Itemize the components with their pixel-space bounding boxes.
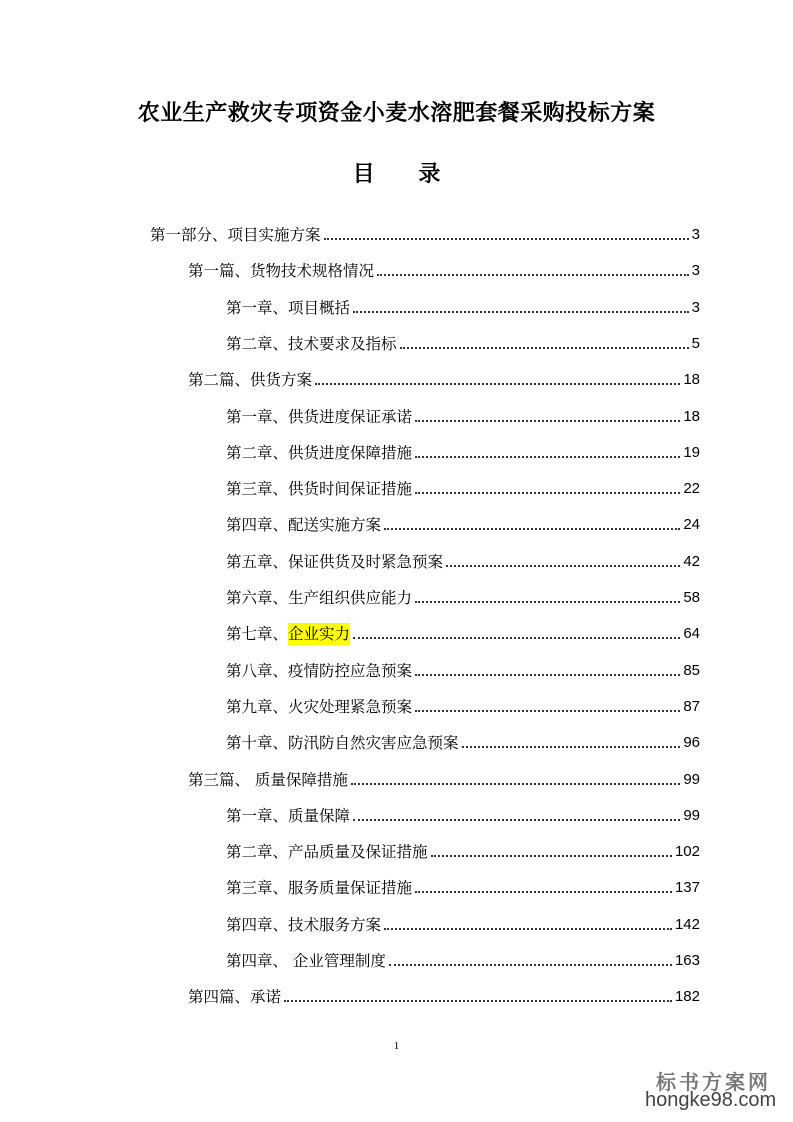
watermark-logo-text: 标书方案网 bbox=[656, 1070, 771, 1094]
toc-entry[interactable] bbox=[226, 470, 700, 500]
document-title: 农业生产救灾专项资金小麦水溶肥套餐采购投标方案 bbox=[137, 101, 656, 126]
toc-entry[interactable] bbox=[226, 434, 700, 464]
toc-dot-leader bbox=[431, 854, 672, 857]
toc-entry-page-number: 18 bbox=[683, 371, 700, 389]
toc-entry-text: 第四章、配送实施方案 bbox=[226, 516, 382, 535]
toc-entry[interactable] bbox=[226, 398, 700, 428]
toc-entry[interactable] bbox=[226, 833, 700, 863]
toc-entry[interactable] bbox=[188, 252, 700, 282]
toc-entry-text: 第十章、防汛防自然灾害应急预案 bbox=[226, 734, 459, 753]
toc-entry-page-number: 42 bbox=[683, 552, 700, 570]
toc-dot-leader bbox=[415, 600, 680, 603]
toc-heading: 目 录 bbox=[352, 162, 459, 187]
toc-dot-leader bbox=[353, 310, 689, 313]
toc-dot-leader bbox=[389, 963, 672, 966]
toc-entry-text: 第三篇、 质量保障措施 bbox=[188, 770, 348, 789]
toc-entry[interactable] bbox=[226, 579, 700, 609]
toc-entry[interactable] bbox=[226, 543, 700, 573]
toc-entry-page-number: 85 bbox=[683, 661, 700, 679]
toc-entry-text: 第八章、疫情防控应急预案 bbox=[226, 661, 413, 680]
toc-entry-page-number: 163 bbox=[674, 952, 700, 969]
toc-entry-text: 第二章、供货进度保障措施 bbox=[226, 443, 413, 462]
toc-entry-page-number: 87 bbox=[683, 697, 700, 715]
toc-dot-leader bbox=[351, 782, 680, 785]
toc-entry[interactable] bbox=[188, 761, 700, 791]
page-number: 1 bbox=[393, 1040, 400, 1052]
toc-entry-page-number: 3 bbox=[691, 226, 700, 243]
toc-entry-text: 第六章、生产组织供应能力 bbox=[226, 589, 413, 607]
toc-entry-page-number: 19 bbox=[683, 443, 700, 461]
toc-entry-page-number: 5 bbox=[691, 334, 700, 352]
toc-entry-page-number: 137 bbox=[674, 879, 700, 897]
toc-entry[interactable] bbox=[226, 688, 700, 718]
toc-entry-text: 第三章、供货时间保证措施 bbox=[226, 480, 413, 499]
toc-entry-text: 第四章、技术服务方案 bbox=[226, 915, 382, 934]
toc-entry[interactable] bbox=[226, 906, 700, 936]
toc-entry-text: 第四篇、承诺 bbox=[188, 988, 282, 1007]
toc-dot-leader bbox=[324, 237, 689, 240]
toc-dot-leader bbox=[415, 419, 680, 422]
toc-entry-page-number: 3 bbox=[691, 262, 700, 280]
toc-entry-text: 第一部分、项目实施方案 bbox=[150, 226, 321, 244]
toc-dot-leader bbox=[353, 818, 680, 821]
toc-dot-leader bbox=[446, 564, 680, 567]
toc-entry-text: 第二篇、供货方案 bbox=[188, 371, 313, 390]
toc-entry-text: 第一章、质量保障 bbox=[226, 806, 351, 825]
toc-dot-leader bbox=[315, 382, 680, 385]
toc-entry[interactable] bbox=[226, 615, 700, 645]
toc-entry-text: 第一章、项目概括 bbox=[226, 298, 351, 317]
toc-entry-text: 第四章、 企业管理制度 bbox=[226, 952, 386, 970]
toc-dot-leader bbox=[353, 636, 680, 639]
toc-dot-leader bbox=[384, 927, 672, 930]
toc-entry[interactable] bbox=[226, 652, 700, 682]
toc-entry-highlighted-text: 企业实力 bbox=[288, 625, 351, 644]
toc-entry[interactable] bbox=[188, 978, 700, 1008]
toc-entry[interactable] bbox=[150, 216, 700, 246]
toc-entry-text: 第二章、产品质量及保证措施 bbox=[226, 843, 428, 862]
toc-entry-page-number: 102 bbox=[674, 843, 700, 861]
toc-entry-page-number: 142 bbox=[674, 915, 700, 933]
toc-entry[interactable] bbox=[226, 325, 700, 355]
toc-entry-text: 第七章、 bbox=[226, 625, 289, 644]
watermark-url: hongke98.com bbox=[645, 1089, 777, 1111]
toc-entry-page-number: 182 bbox=[674, 988, 700, 1006]
toc-entry-text: 第一篇、货物技术规格情况 bbox=[188, 262, 375, 281]
toc-dot-leader bbox=[284, 999, 672, 1002]
toc-entry-page-number: 3 bbox=[691, 298, 700, 316]
toc-entry-page-number: 58 bbox=[683, 589, 700, 606]
toc-dot-leader bbox=[384, 527, 680, 530]
toc-entry[interactable] bbox=[226, 289, 700, 319]
toc-dot-leader bbox=[415, 709, 680, 712]
toc-entry[interactable] bbox=[226, 797, 700, 827]
toc-entry-page-number: 99 bbox=[683, 806, 700, 824]
toc-entry-page-number: 99 bbox=[683, 770, 700, 788]
toc-entry-page-number: 18 bbox=[683, 407, 700, 425]
toc-entry-page-number: 24 bbox=[683, 516, 700, 534]
toc-entry[interactable] bbox=[226, 506, 700, 536]
toc-dot-leader bbox=[415, 673, 680, 676]
toc-entry[interactable] bbox=[188, 361, 700, 391]
toc-dot-leader bbox=[415, 455, 680, 458]
toc-entry-page-number: 22 bbox=[683, 480, 700, 498]
toc-entry-text: 第九章、火灾处理紧急预案 bbox=[226, 697, 413, 716]
toc-dot-leader bbox=[462, 745, 681, 748]
toc-entry[interactable] bbox=[226, 724, 700, 754]
toc-dot-leader bbox=[415, 491, 680, 494]
toc-entry-text: 第一章、供货进度保证承诺 bbox=[226, 407, 413, 426]
toc-entry[interactable] bbox=[226, 869, 700, 899]
toc-entry-text: 第五章、保证供货及时紧急预案 bbox=[226, 552, 444, 571]
toc-entry-page-number: 96 bbox=[683, 734, 700, 752]
toc-dot-leader bbox=[377, 273, 689, 276]
toc-entry-text: 第二章、技术要求及指标 bbox=[226, 334, 397, 353]
toc-entry-text: 第三章、服务质量保证措施 bbox=[226, 879, 413, 898]
toc-dot-leader bbox=[400, 346, 689, 349]
toc-entry[interactable] bbox=[226, 942, 700, 972]
toc-entry-page-number: 64 bbox=[683, 625, 700, 643]
toc-dot-leader bbox=[415, 890, 672, 893]
